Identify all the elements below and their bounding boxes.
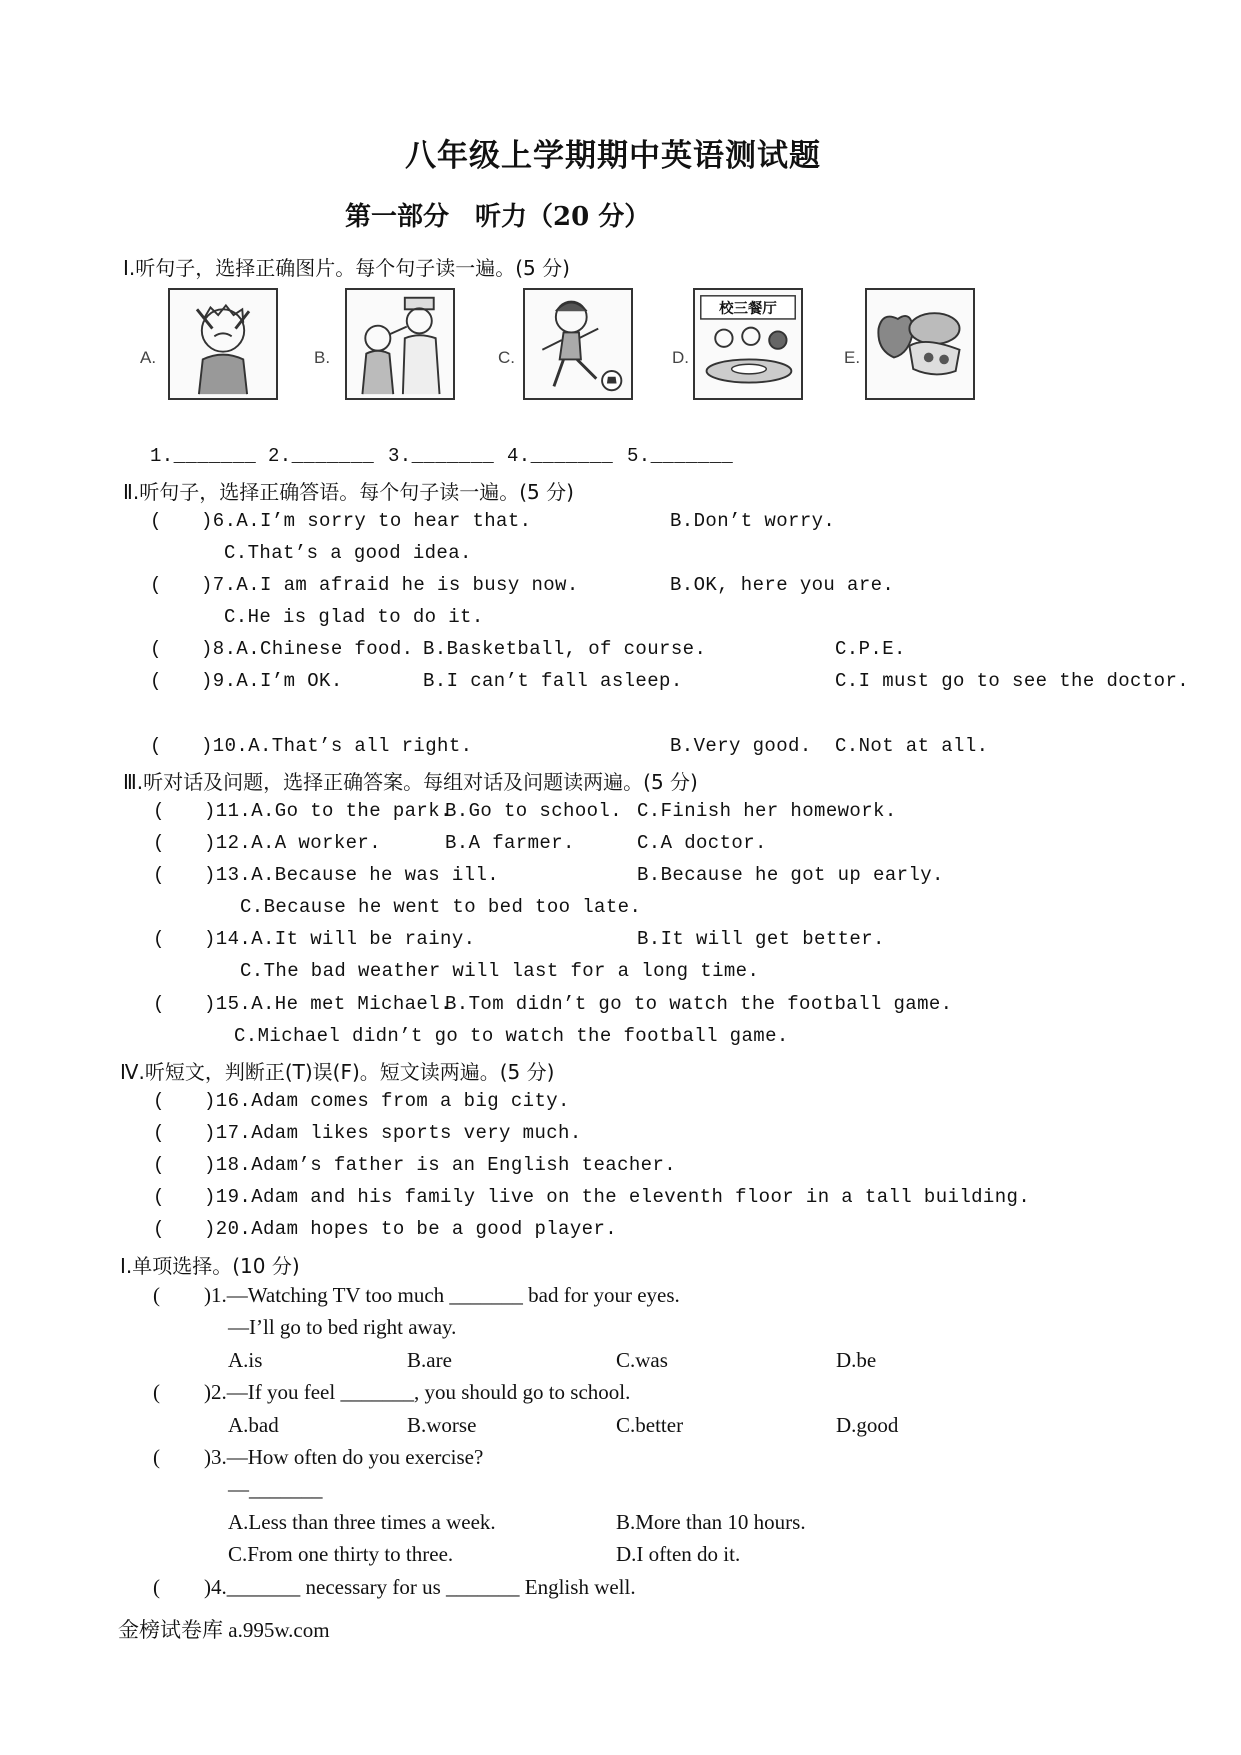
- mc2-option-b: B.worse: [407, 1413, 477, 1437]
- q12-stem: )12.A.A worker.: [204, 832, 382, 854]
- q8-option-b: B.Basketball, of course.: [423, 638, 707, 660]
- q20-paren[interactable]: (: [153, 1218, 165, 1240]
- mc2-option-a: A.bad: [228, 1413, 279, 1437]
- section-1-heading: Ⅰ.听句子，选择正确图片。每个句子读一遍。(5 分): [123, 256, 570, 280]
- q18-paren[interactable]: (: [153, 1154, 165, 1176]
- mc4-stem: )4._______ necessary for us _______ English well.: [204, 1575, 636, 1599]
- answer-blank-5[interactable]: 5._______: [627, 445, 734, 467]
- q17-statement: )17.Adam likes sports very much.: [204, 1122, 582, 1144]
- picture-label-b: B.: [314, 348, 331, 367]
- q8-paren[interactable]: (: [150, 638, 162, 660]
- mc3-option-b: B.More than 10 hours.: [616, 1510, 806, 1534]
- part-one-heading: 第一部分 听力（20 分）: [345, 202, 651, 232]
- picture-label-c: C.: [498, 348, 515, 367]
- answer-blank-2[interactable]: 2._______: [268, 445, 375, 467]
- q15-option-c: C.Michael didn’t go to watch the football game.: [234, 1025, 789, 1047]
- section-3-heading: Ⅲ.听对话及问题，选择正确答案。每组对话及问题读两遍。(5 分): [123, 770, 698, 794]
- mc2-option-d: D.good: [836, 1413, 899, 1437]
- canteen-image: [693, 288, 803, 400]
- q19-statement: )19.Adam and his family live on the eleventh floor in a tall building.: [204, 1186, 1031, 1208]
- q15-option-b: B.Tom didn’t go to watch the football game.: [445, 993, 953, 1015]
- q12-option-b: B.A farmer.: [445, 832, 575, 854]
- q6-option-c: C.That’s a good idea.: [224, 542, 472, 564]
- q18-statement: )18.Adam’s father is an English teacher.: [204, 1154, 677, 1176]
- answer-blank-1[interactable]: 1._______: [150, 445, 257, 467]
- q20-statement: )20.Adam hopes to be a good player.: [204, 1218, 618, 1240]
- q10-option-b: B.Very good.: [670, 735, 812, 757]
- canteen-sign-text: 校三餐厅: [719, 301, 777, 318]
- doctor-patient-image: [345, 288, 455, 400]
- footer-source: 金榜试卷库 a.995w.com: [118, 1618, 330, 1642]
- q9-option-b: B.I can’t fall asleep.: [423, 670, 683, 692]
- q11-option-b: B.Go to school.: [445, 800, 623, 822]
- mc1-option-d: D.be: [836, 1348, 877, 1372]
- picture-label-a: A.: [140, 348, 157, 367]
- q13-option-b: B.Because he got up early.: [637, 864, 944, 886]
- mc2-paren[interactable]: (: [153, 1380, 160, 1404]
- mc3-option-a: A.Less than three times a week.: [228, 1510, 496, 1534]
- q14-paren[interactable]: (: [153, 928, 165, 950]
- q7-option-c: C.He is glad to do it.: [224, 606, 484, 628]
- q16-paren[interactable]: (: [153, 1090, 165, 1112]
- q11-option-c: C.Finish her homework.: [637, 800, 897, 822]
- q10-option-c: C.Not at all.: [835, 735, 989, 757]
- picture-label-d: D.: [672, 348, 689, 367]
- mc1-option-b: B.are: [407, 1348, 452, 1372]
- mc3-option-c: C.From one thirty to three.: [228, 1542, 454, 1566]
- q6-stem: )6.A.I’m sorry to hear that.: [201, 510, 532, 532]
- mc1-reply: —I’ll go to bed right away.: [228, 1315, 457, 1339]
- q12-paren[interactable]: (: [153, 832, 165, 854]
- q9-stem: )9.A.I’m OK.: [201, 670, 343, 692]
- q6-option-b: B.Don’t worry.: [670, 510, 836, 532]
- q13-stem: )13.A.Because he was ill.: [204, 864, 500, 886]
- q7-option-b: B.OK, here you are.: [670, 574, 895, 596]
- answer-blank-4[interactable]: 4._______: [507, 445, 614, 467]
- section-2-heading: Ⅱ.听句子，选择正确答语。每个句子读一遍。(5 分): [123, 480, 574, 504]
- q8-option-c: C.P.E.: [835, 638, 906, 660]
- q9-option-c: C.I must go to see the doctor.: [835, 670, 1190, 692]
- q15-stem: )15.A.He met Michael.: [204, 993, 452, 1015]
- q7-stem: )7.A.I am afraid he is busy now.: [201, 574, 579, 596]
- mc3-reply: —_______: [228, 1477, 323, 1501]
- q11-stem: )11.A.Go to the park.: [204, 800, 452, 822]
- q14-option-c: C.The bad weather will last for a long time.: [240, 960, 760, 982]
- q6-paren[interactable]: (: [150, 510, 162, 532]
- food-image: [865, 288, 975, 400]
- mc2-option-c: C.better: [616, 1413, 684, 1437]
- q19-paren[interactable]: (: [153, 1186, 165, 1208]
- q14-stem: )14.A.It will be rainy.: [204, 928, 476, 950]
- picture-label-e: E.: [844, 348, 861, 367]
- mc1-option-c: C.was: [616, 1348, 668, 1372]
- mc3-paren[interactable]: (: [153, 1445, 160, 1469]
- mc1-option-a: A.is: [228, 1348, 263, 1372]
- headache-boy-image: [168, 288, 278, 400]
- football-girl-image: [523, 288, 633, 400]
- mc2-stem: )2.—If you feel _______, you should go to school.: [204, 1380, 631, 1404]
- q14-option-b: B.It will get better.: [637, 928, 885, 950]
- q10-paren[interactable]: (: [150, 735, 162, 757]
- q8-stem: )8.A.Chinese food.: [201, 638, 414, 660]
- page-title: 八年级上学期期中英语测试题: [405, 138, 821, 174]
- q13-option-c: C.Because he went to bed too late.: [240, 896, 642, 918]
- q7-paren[interactable]: (: [150, 574, 162, 596]
- q15-paren[interactable]: (: [153, 993, 165, 1015]
- q9-paren[interactable]: (: [150, 670, 162, 692]
- q12-option-c: C.A doctor.: [637, 832, 767, 854]
- q11-paren[interactable]: (: [153, 800, 165, 822]
- q16-statement: )16.Adam comes from a big city.: [204, 1090, 570, 1112]
- mc1-stem: )1.—Watching TV too much _______ bad for your eyes.: [204, 1283, 680, 1307]
- mc4-paren[interactable]: (: [153, 1575, 160, 1599]
- mc1-paren[interactable]: (: [153, 1283, 160, 1307]
- section-4-heading: Ⅳ.听短文，判断正(T)误(F)。短文读两遍。(5 分): [120, 1060, 555, 1084]
- q17-paren[interactable]: (: [153, 1122, 165, 1144]
- answer-blank-3[interactable]: 3._______: [388, 445, 495, 467]
- q10-stem: )10.A.That’s all right.: [201, 735, 473, 757]
- q13-paren[interactable]: (: [153, 864, 165, 886]
- mc3-option-d: D.I often do it.: [616, 1542, 741, 1566]
- section-5-heading: Ⅰ.单项选择。(10 分): [120, 1254, 300, 1278]
- mc3-stem: )3.—How often do you exercise?: [204, 1445, 484, 1469]
